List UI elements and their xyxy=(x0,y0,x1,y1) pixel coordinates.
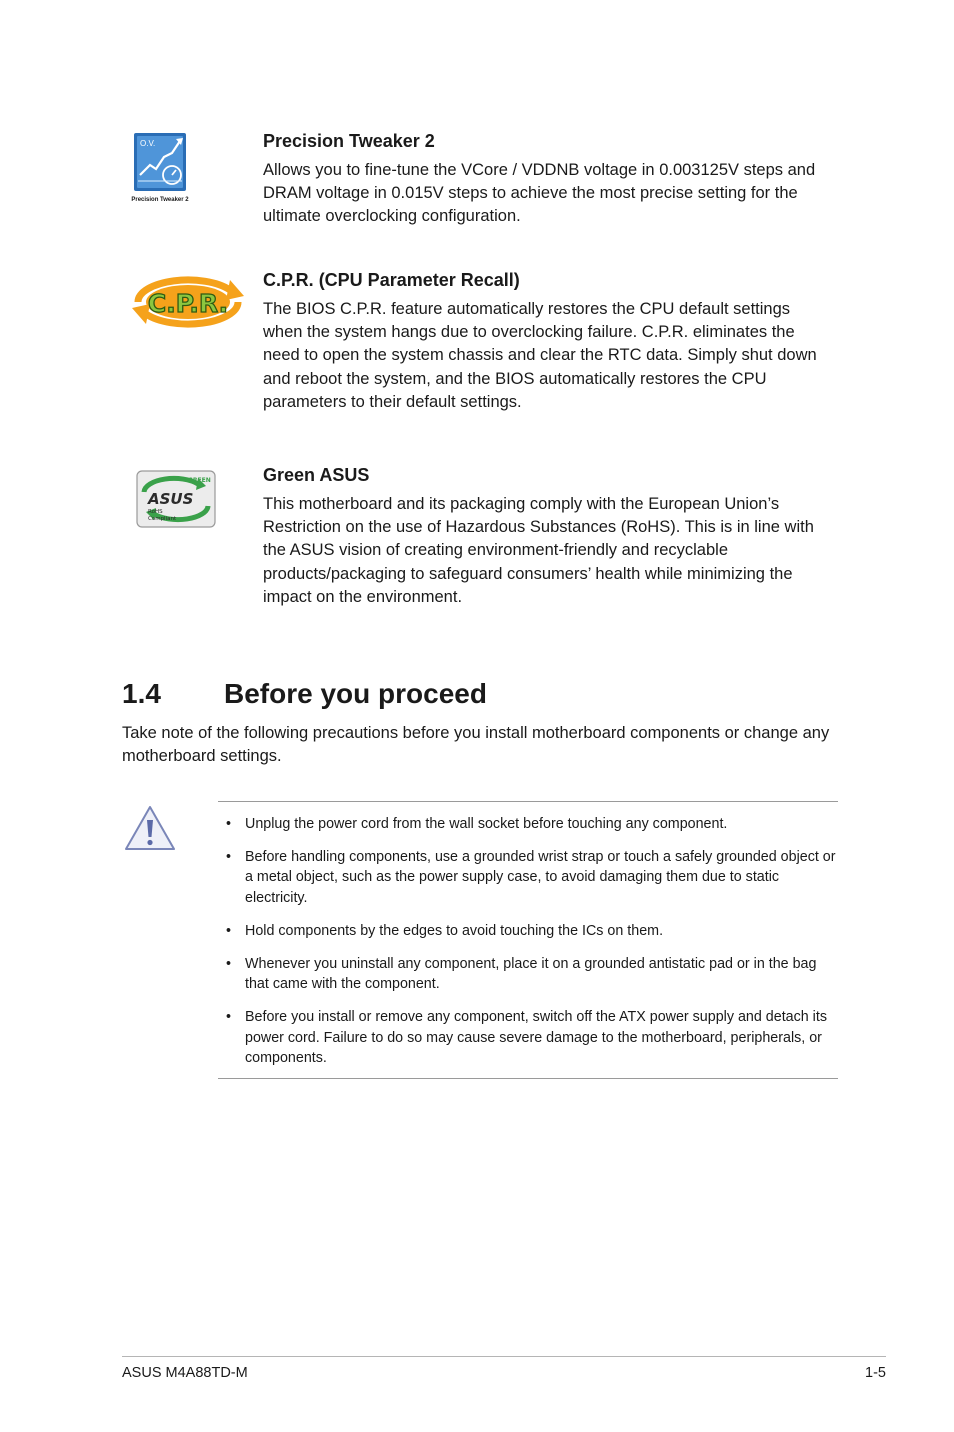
list-item-text: Unplug the power cord from the wall socket before touching any component. xyxy=(245,816,728,832)
list-item xyxy=(218,847,838,908)
svg-text:GREEN: GREEN xyxy=(188,477,211,484)
caution-box xyxy=(218,801,838,1079)
feature-cpr xyxy=(263,269,833,414)
feature-title: Green ASUS xyxy=(263,465,370,485)
bullet: • xyxy=(226,816,232,832)
svg-text:O.V.: O.V. xyxy=(140,139,156,148)
section-heading xyxy=(122,676,487,712)
svg-text:C.P.R.: C.P.R. xyxy=(147,289,229,318)
list-item xyxy=(218,921,838,941)
warning-icon xyxy=(123,803,177,858)
green-asus-logo xyxy=(136,470,216,533)
cpr-logo xyxy=(130,276,246,333)
bullet: • xyxy=(226,1009,232,1026)
feature-body: The BIOS C.P.R. feature automatically restores the CPU default settings when the system hangs due to overclocking failure. C.P.R. eliminates the need to open the system chassis and clear the RTC data. Simply shut down and reboot the system, and the BIOS automatically restores the CPU parameters to their default settings. xyxy=(263,300,817,411)
feature-body: Allows you to fine-tune the VCore / VDDNB voltage in 0.003125V steps and DRAM voltage in 0.015V steps to achieve the most precise setting for the ultimate overclocking configuration. xyxy=(263,161,816,226)
list-item-text: Before you install or remove any component, switch off the ATX power supply and detach its power cord. Failure to do so may cause severe damage to the motherboard, peripherals, or components. xyxy=(245,1009,827,1066)
page-number: 1-5 xyxy=(865,1365,886,1381)
bullet: • xyxy=(226,956,232,973)
feature-body: This motherboard and its packaging comply with the European Union’s Restriction on the use of Hazardous Substances (RoHS). This is in line with the ASUS vision of creating environment-friendly and recyclable products/packaging to safeguard consumers’ health while minimizing the impact on the environment. xyxy=(263,495,814,606)
bullet: • xyxy=(226,849,232,866)
list-item-text: Before handling components, use a grounded wrist strap or touch a safely grounded object or a metal object, such as the power supply case, to avoid damaging them due to static electricity. xyxy=(245,849,836,906)
feature-title: Precision Tweaker 2 xyxy=(263,131,435,151)
list-item-text: Whenever you uninstall any component, place it on a grounded antistatic pad or in the bag that came with the component. xyxy=(245,956,817,993)
svg-text:ASUS: ASUS xyxy=(148,490,194,508)
svg-text:Precision Tweaker 2: Precision Tweaker 2 xyxy=(131,197,189,203)
bullet: • xyxy=(226,922,232,939)
section-number: 1.4 xyxy=(122,678,161,709)
svg-text:RoHS: RoHS xyxy=(148,509,163,515)
list-item-text: Hold components by the edges to avoid touching the ICs on them. xyxy=(245,922,664,939)
list-item xyxy=(218,814,838,834)
footer-model: ASUS M4A88TD-M xyxy=(122,1365,248,1381)
footer-divider xyxy=(122,1356,886,1357)
svg-text:Compliant: Compliant xyxy=(148,516,177,522)
list-item xyxy=(218,954,838,994)
list-item xyxy=(218,1007,838,1068)
precision-tweaker-logo xyxy=(128,131,192,210)
feature-title: C.P.R. (CPU Parameter Recall) xyxy=(263,270,520,290)
feature-green-asus xyxy=(263,464,833,609)
feature-precision-tweaker xyxy=(263,130,833,229)
section-intro: Take note of the following precautions before you install motherboard components or change any motherboard settings. xyxy=(122,724,830,766)
caution-list xyxy=(218,802,838,1068)
section-title: Before you proceed xyxy=(224,678,487,709)
